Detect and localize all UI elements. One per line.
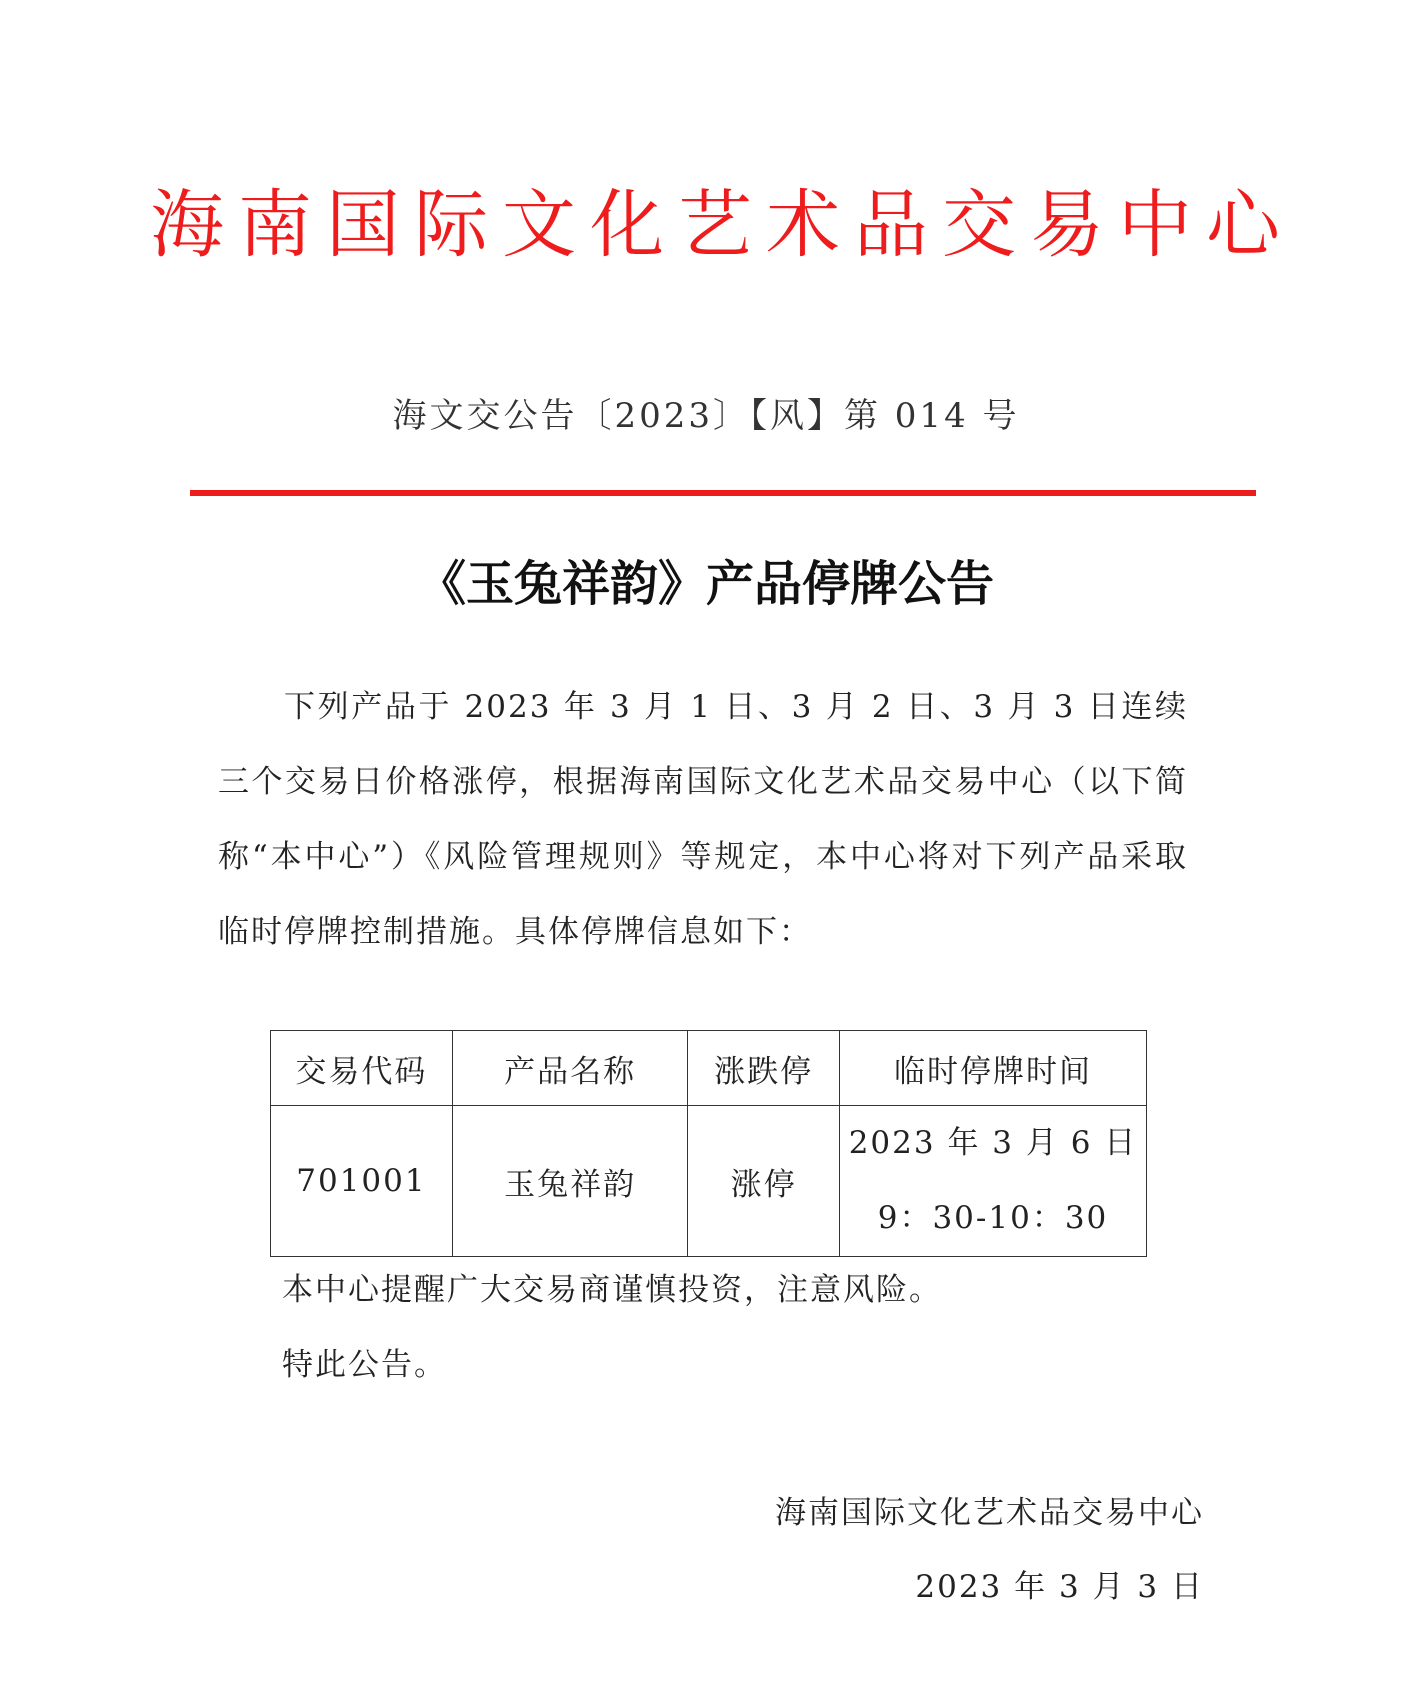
document-number: 海文交公告〔2023〕【风】第 014 号 [392,396,1020,436]
organization-header: 海南国际文化艺术品交易中心 [150,182,1294,268]
suspension-table [270,1030,1147,1257]
header-price-limit: 涨跌停 [688,1031,840,1106]
red-divider [190,490,1256,496]
cell-price-limit: 涨停 [688,1106,840,1257]
hereby-notice: 特此公告。 [282,1347,447,1383]
cell-product-name: 玉兔祥韵 [452,1106,687,1257]
table-header-row [271,1031,1147,1106]
issue-date: 2023 年 3 月 3 日 [915,1569,1204,1605]
issuer-signature: 海南国际文化艺术品交易中心 [775,1495,1204,1531]
cell-suspension-time [840,1106,1147,1257]
cell-trade-code: 701001 [271,1106,453,1257]
suspension-date: 2023 年 3 月 6 日 [848,1125,1138,1161]
notice-title: 《玉兔祥韵》产品停牌公告 [417,556,994,612]
header-product-name: 产品名称 [452,1031,687,1106]
suspension-hours: 9：30-10：30 [877,1200,1109,1236]
risk-reminder: 本中心提醒广大交易商谨慎投资，注意风险。 [282,1272,942,1308]
header-trade-code: 交易代码 [271,1031,453,1106]
table-row [271,1106,1147,1257]
header-suspension-time: 临时停牌时间 [840,1031,1147,1106]
notice-body: 下列产品于 2023 年 3 月 1 日、3 月 2 日、3 月 3 日连续三个交易日价格涨停，根据海南国际文化艺术品交易中心（以下简称“本中心”）《风险管理规则》等规定，本中心将对下列产品采取临时停牌控制措施。具体停牌信息如下： [218,689,1188,950]
